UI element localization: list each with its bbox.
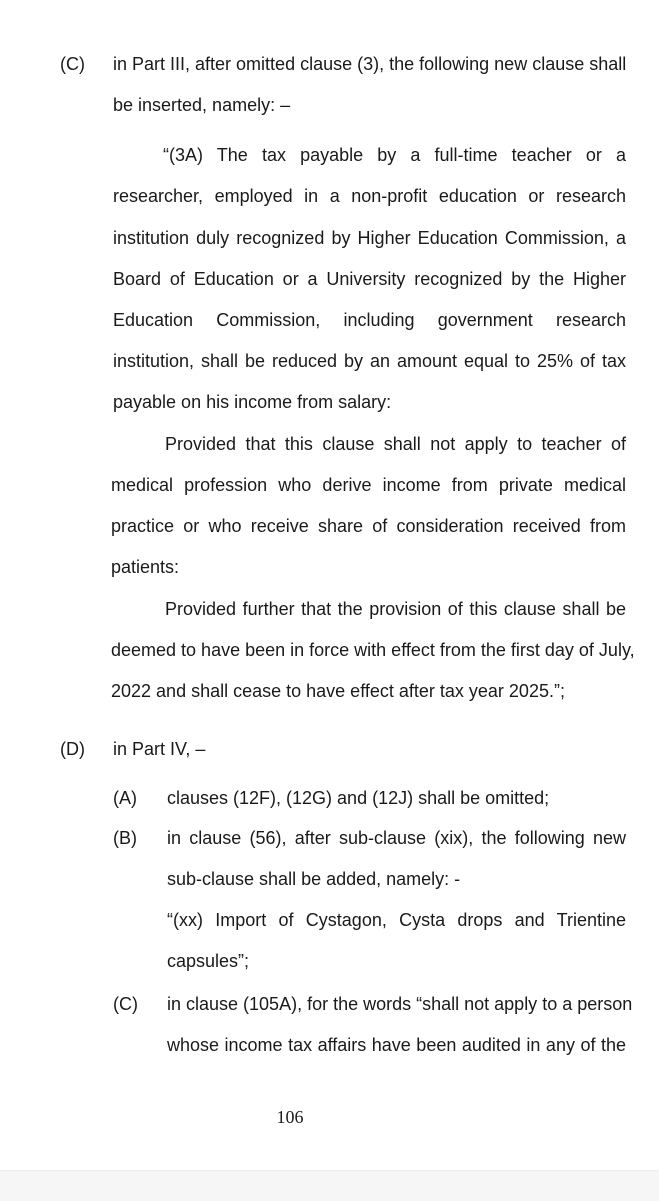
item-c-line-1: in clause (105A), for the words “shall not apply to a person	[167, 994, 633, 1014]
clause-3a-line-5: Education Commission, including government research	[113, 310, 626, 330]
section-c-intro-line-2: be inserted, namely: –	[113, 95, 291, 115]
item-a-line-1: clauses (12F), (12G) and (12J) shall be omitted;	[167, 788, 550, 808]
item-c-line-2: whose income tax affairs have been audited in any of the	[167, 1035, 626, 1055]
item-a-label: (A)	[113, 788, 137, 808]
clause-3a-line-1: “(3A) The tax payable by a full-time teacher or a	[163, 145, 626, 165]
proviso-1-line-1: Provided that this clause shall not apply to teacher of	[165, 434, 626, 454]
proviso-2-line-2: deemed to have been in force with effect from the first day of July,	[111, 640, 635, 660]
proviso-2-line-3: 2022 and shall cease to have effect after tax year 2025.”;	[111, 681, 565, 701]
item-b-quote-line-2: capsules”;	[167, 951, 250, 971]
section-d-intro: in Part IV, –	[113, 739, 206, 759]
clause-3a-line-7: payable on his income from salary:	[113, 392, 392, 412]
clause-3a-line-2: researcher, employed in a non-profit education or research	[113, 186, 626, 206]
proviso-1-line-4: patients:	[111, 557, 180, 577]
section-d-label: (D)	[60, 739, 85, 759]
page-bottom-strip	[0, 1170, 659, 1201]
proviso-1-line-3: practice or who receive share of consideration received from	[111, 516, 626, 536]
section-c-label: (C)	[60, 54, 85, 74]
item-b-label: (B)	[113, 828, 137, 848]
clause-3a-line-4: Board of Education or a University recognized by the Higher	[113, 269, 626, 289]
clause-3a-line-6: institution, shall be reduced by an amount equal to 25% of tax	[113, 351, 626, 371]
item-c-label: (C)	[113, 994, 138, 1014]
item-b-quote-line-1: “(xx) Import of Cystagon, Cysta drops and Trientine	[167, 910, 626, 930]
section-c-intro-line-1: in Part III, after omitted clause (3), the following new clause shall	[113, 54, 627, 74]
item-b-line-2: sub-clause shall be added, namely: -	[167, 869, 461, 889]
proviso-1-line-2: medical profession who derive income from private medical	[111, 475, 626, 495]
clause-3a-line-3: institution duly recognized by Higher Education Commission, a	[113, 228, 626, 248]
item-b-line-1: in clause (56), after sub-clause (xix), the following new	[167, 828, 626, 848]
proviso-2-line-1: Provided further that the provision of this clause shall be	[165, 599, 626, 619]
page-number: 106	[276, 1107, 304, 1127]
